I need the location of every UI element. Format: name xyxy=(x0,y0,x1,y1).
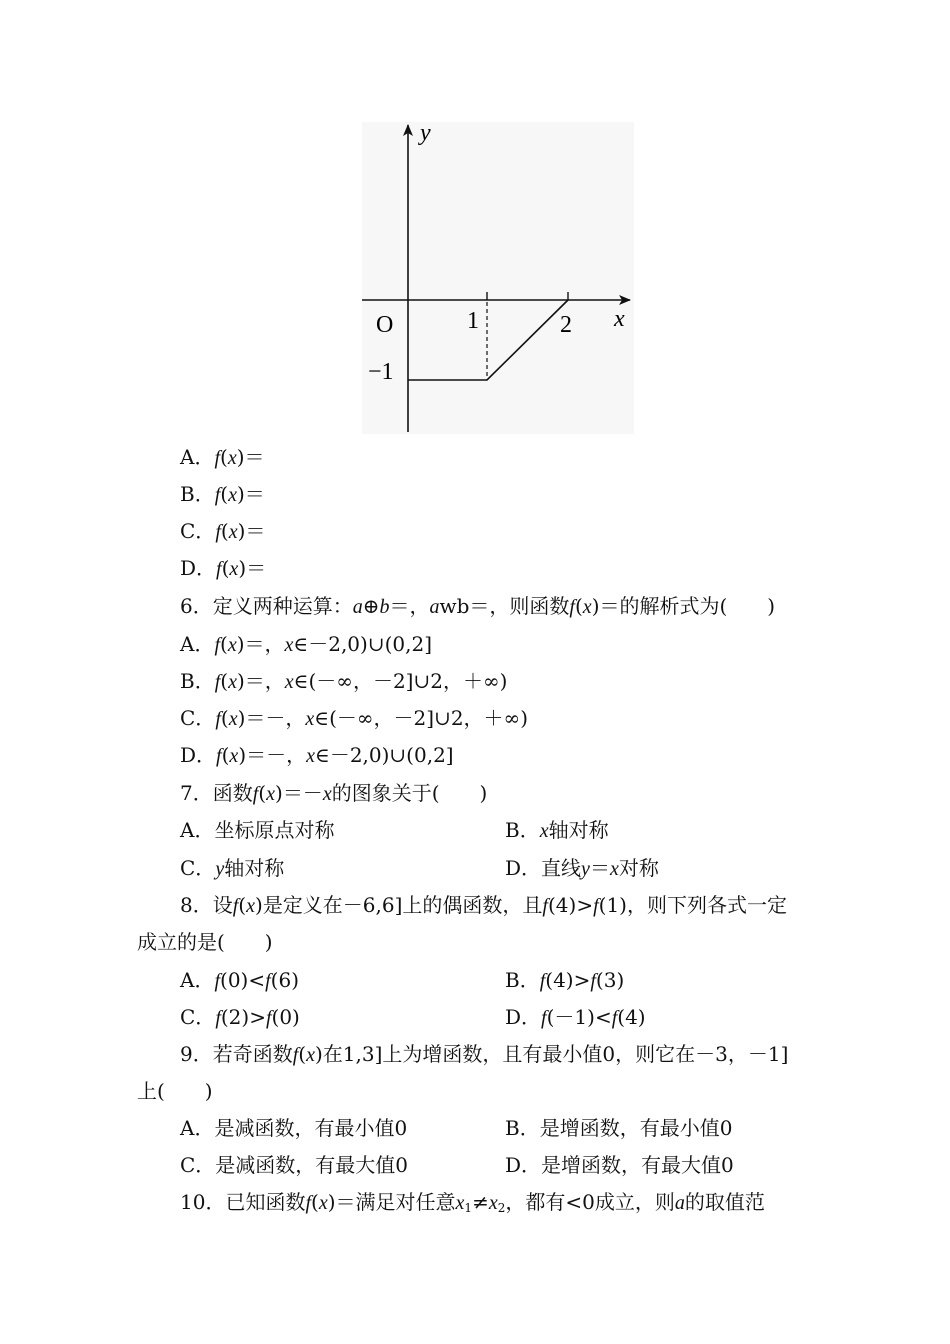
option-text: ∈－2,0)∪(0,2] xyxy=(315,743,454,767)
stem-text: ＝－ xyxy=(282,781,323,805)
q7-stem: 7．函数f(x)＝－x的图象关于( ) xyxy=(180,781,488,805)
q6-option-b: B．f(x)＝，x∈(－∞，－2]∪2，＋∞) xyxy=(180,669,508,693)
q6-option-c: C．f(x)＝－，x∈(－∞，－2]∪2，＋∞) xyxy=(180,706,529,730)
q5-option-c: C．f(x)＝ xyxy=(180,519,266,543)
question-number: 10．已知函数 xyxy=(180,1190,306,1214)
q7-option-a: A．坐标原点对称 xyxy=(180,818,335,842)
func-arg: x xyxy=(582,596,592,618)
question-number: 7．函数 xyxy=(180,781,253,805)
q6-stem: 6．定义两种运算：a⊕b＝，awb＝，则函数f(x)＝的解析式为( ) xyxy=(180,594,776,618)
option-text: ∈(－∞，－2]∪2，＋∞) xyxy=(314,706,529,730)
q6-option-a: A．f(x)＝，x∈－2,0)∪(0,2] xyxy=(180,632,433,656)
q5-option-b: B．f(x)＝ xyxy=(180,482,265,506)
var-b: b xyxy=(379,596,390,618)
option-text: 轴对称 xyxy=(548,818,609,842)
func-name: f xyxy=(232,895,239,917)
func-arg: x xyxy=(246,895,255,917)
option-letter: B． xyxy=(505,818,540,842)
option-text: ＝， xyxy=(244,669,285,693)
option-text: ＝ xyxy=(245,519,266,543)
var-y: y xyxy=(581,858,590,880)
question-number: 9．若奇函数 xyxy=(180,1042,293,1066)
option-text: (－1)< xyxy=(546,1005,612,1029)
var-a: a xyxy=(429,596,440,618)
option-text: (4)> xyxy=(545,968,591,992)
q9-option-d: D．是增函数，有最大值0 xyxy=(505,1153,734,1177)
option-text: 对称 xyxy=(618,856,659,880)
option-text: ＝ xyxy=(589,856,610,880)
q7-option-c xyxy=(180,855,284,882)
q9-option-a: A．是减函数，有最小值0 xyxy=(180,1116,408,1140)
option-letter: D．直线 xyxy=(505,856,582,880)
q9-stem-line2: 上( ) xyxy=(137,1079,213,1103)
func-arg: x xyxy=(266,783,275,805)
question-number: 8．设 xyxy=(180,893,233,917)
y-axis-label: y xyxy=(420,122,431,146)
stem-text: ＝的解析式为( ) xyxy=(599,594,776,618)
option-text: (0)< xyxy=(220,968,266,992)
y-tick-neg1-label: −1 xyxy=(368,359,394,385)
func-arg: x xyxy=(227,634,237,656)
stem-text: (1)，则下列各式一定 xyxy=(598,893,787,917)
func-name: f xyxy=(215,708,221,730)
var-x: x xyxy=(284,634,294,656)
option-text: ＝， xyxy=(244,632,285,656)
func-name: f xyxy=(593,895,599,917)
option-text: 轴对称 xyxy=(224,856,285,880)
func-name: f xyxy=(216,558,222,580)
option-text: (6) xyxy=(270,968,300,992)
option-text: ＝ xyxy=(244,445,265,469)
option-text: (0) xyxy=(271,1005,300,1029)
option-letter: A． xyxy=(180,632,215,656)
func-name: f xyxy=(215,1007,221,1029)
option-text: (3) xyxy=(595,968,625,992)
func-arg: x xyxy=(229,558,239,580)
func-arg: x xyxy=(228,708,238,730)
option-letter: A． xyxy=(180,445,215,469)
func-name: f xyxy=(542,895,548,917)
stem-text: 的图象关于( ) xyxy=(331,781,488,805)
option-letter: C． xyxy=(180,519,216,543)
q8-option-a xyxy=(180,967,299,994)
x-tick-1-label: 1 xyxy=(467,308,479,334)
var-x: x xyxy=(284,671,294,693)
func-name: f xyxy=(214,970,221,992)
option-letter: B． xyxy=(180,669,215,693)
question-number: 6．定义两种运算： xyxy=(180,594,353,618)
option-letter: C． xyxy=(180,706,216,730)
option-text: ＝－， xyxy=(246,743,307,767)
func-arg: x xyxy=(228,484,237,506)
option-letter: A． xyxy=(180,968,215,992)
q8-option-b xyxy=(505,967,624,994)
func-name: f xyxy=(292,1044,299,1066)
stem-text: (4)> xyxy=(547,893,594,917)
func-arg: x xyxy=(228,671,237,693)
option-letter: B． xyxy=(180,482,215,506)
q8-stem-line2: 成立的是( ) xyxy=(137,930,273,954)
stem-text: ＝满足对任意 xyxy=(335,1190,456,1214)
q9-option-c: C．是减函数，有最大值0 xyxy=(180,1153,409,1177)
func-name: f xyxy=(569,596,575,618)
q6-option-d: D．f(x)＝－，x∈－2,0)∪(0,2] xyxy=(180,743,454,767)
var-x: x xyxy=(305,708,315,730)
graph-curve xyxy=(408,300,568,380)
origin-label: O xyxy=(376,312,394,338)
var-x1: x xyxy=(455,1192,465,1214)
stem-text: 的取值范 xyxy=(684,1190,765,1214)
option-letter: D． xyxy=(180,743,217,767)
option-text: ＝ xyxy=(246,556,267,580)
var-x: x xyxy=(322,783,332,805)
var-a: a xyxy=(674,1192,685,1214)
var-x: x xyxy=(539,820,549,842)
option-letter: C． xyxy=(180,856,216,880)
option-text: (4) xyxy=(617,1005,646,1029)
func-name: f xyxy=(252,783,259,805)
option-letter: D． xyxy=(505,1005,542,1029)
func-name: f xyxy=(214,447,221,469)
func-name: f xyxy=(215,521,221,543)
var-y: y xyxy=(215,858,225,880)
func-name: f xyxy=(214,634,221,656)
func-name: f xyxy=(214,484,221,506)
var-x2: x xyxy=(488,1192,498,1214)
subscript: 2 xyxy=(497,1201,506,1215)
q5-option-d: D．f(x)＝ xyxy=(180,556,267,580)
func-arg: x xyxy=(227,447,237,469)
q8-option-c xyxy=(180,1004,300,1031)
stem-text: ，都有<0成立，则 xyxy=(505,1190,675,1214)
var-a: a xyxy=(352,596,363,618)
x-axis-label: x xyxy=(614,306,625,332)
neq-symbol: ≠ xyxy=(472,1190,489,1214)
func-name: f xyxy=(305,1192,312,1214)
option-text: ∈－2,0)∪(0,2] xyxy=(293,632,433,656)
option-text: ∈(－∞，－2]∪2，＋∞) xyxy=(293,669,508,693)
stem-text: ＝， xyxy=(389,594,430,618)
func-name: f xyxy=(216,745,222,767)
q8-option-d xyxy=(505,1004,646,1031)
subscript: 1 xyxy=(464,1201,473,1215)
func-name: f xyxy=(541,1007,547,1029)
func-name: f xyxy=(214,671,221,693)
func-arg: x xyxy=(306,1044,315,1066)
q8-stem-line1: 8．设f(x)是定义在－6,6]上的偶函数，且f(4)>f(1)，则下列各式一定 xyxy=(180,893,787,917)
option-letter: D． xyxy=(180,556,217,580)
q9-stem-line1: 9．若奇函数f(x)在1,3]上为增函数，且有最小值0，则它在－3，－1] xyxy=(180,1042,789,1066)
func-arg: x xyxy=(318,1192,328,1214)
option-letter: C． xyxy=(180,1005,216,1029)
stem-text: 在1,3]上为增函数，且有最小值0，则它在－3，－1] xyxy=(322,1042,789,1066)
func-arg: x xyxy=(229,745,239,767)
var-x: x xyxy=(609,858,619,880)
func-arg: x xyxy=(228,521,238,543)
stem-text: 是定义在－6,6]上的偶函数，且 xyxy=(262,893,543,917)
option-text: (2)> xyxy=(220,1005,266,1029)
q7-option-d xyxy=(505,855,659,882)
q7-option-b xyxy=(505,817,609,844)
func-name: f xyxy=(590,970,596,992)
x-tick-2-label: 2 xyxy=(560,312,572,338)
option-letter: B． xyxy=(505,968,540,992)
option-text: ＝ xyxy=(244,482,265,506)
func-name: f xyxy=(539,970,546,992)
q10-stem: 10．已知函数f(x)＝满足对任意$x_1\ne x_2$，都有<0成立，则a的取值范 xyxy=(180,1190,765,1215)
q9-option-b: B．是增函数，有最小值0 xyxy=(505,1116,733,1140)
q5-option-a: A．f(x)＝ xyxy=(180,445,265,469)
function-graph xyxy=(362,122,634,434)
func-name: f xyxy=(611,1007,618,1029)
stem-text: wb＝，则函数 xyxy=(439,594,570,618)
var-x: x xyxy=(306,745,316,767)
func-name: f xyxy=(265,1007,272,1029)
func-name: f xyxy=(265,970,271,992)
op-symbol: ⊕ xyxy=(362,594,380,618)
function-graph-figure xyxy=(362,122,634,434)
option-text: ＝－， xyxy=(245,706,306,730)
